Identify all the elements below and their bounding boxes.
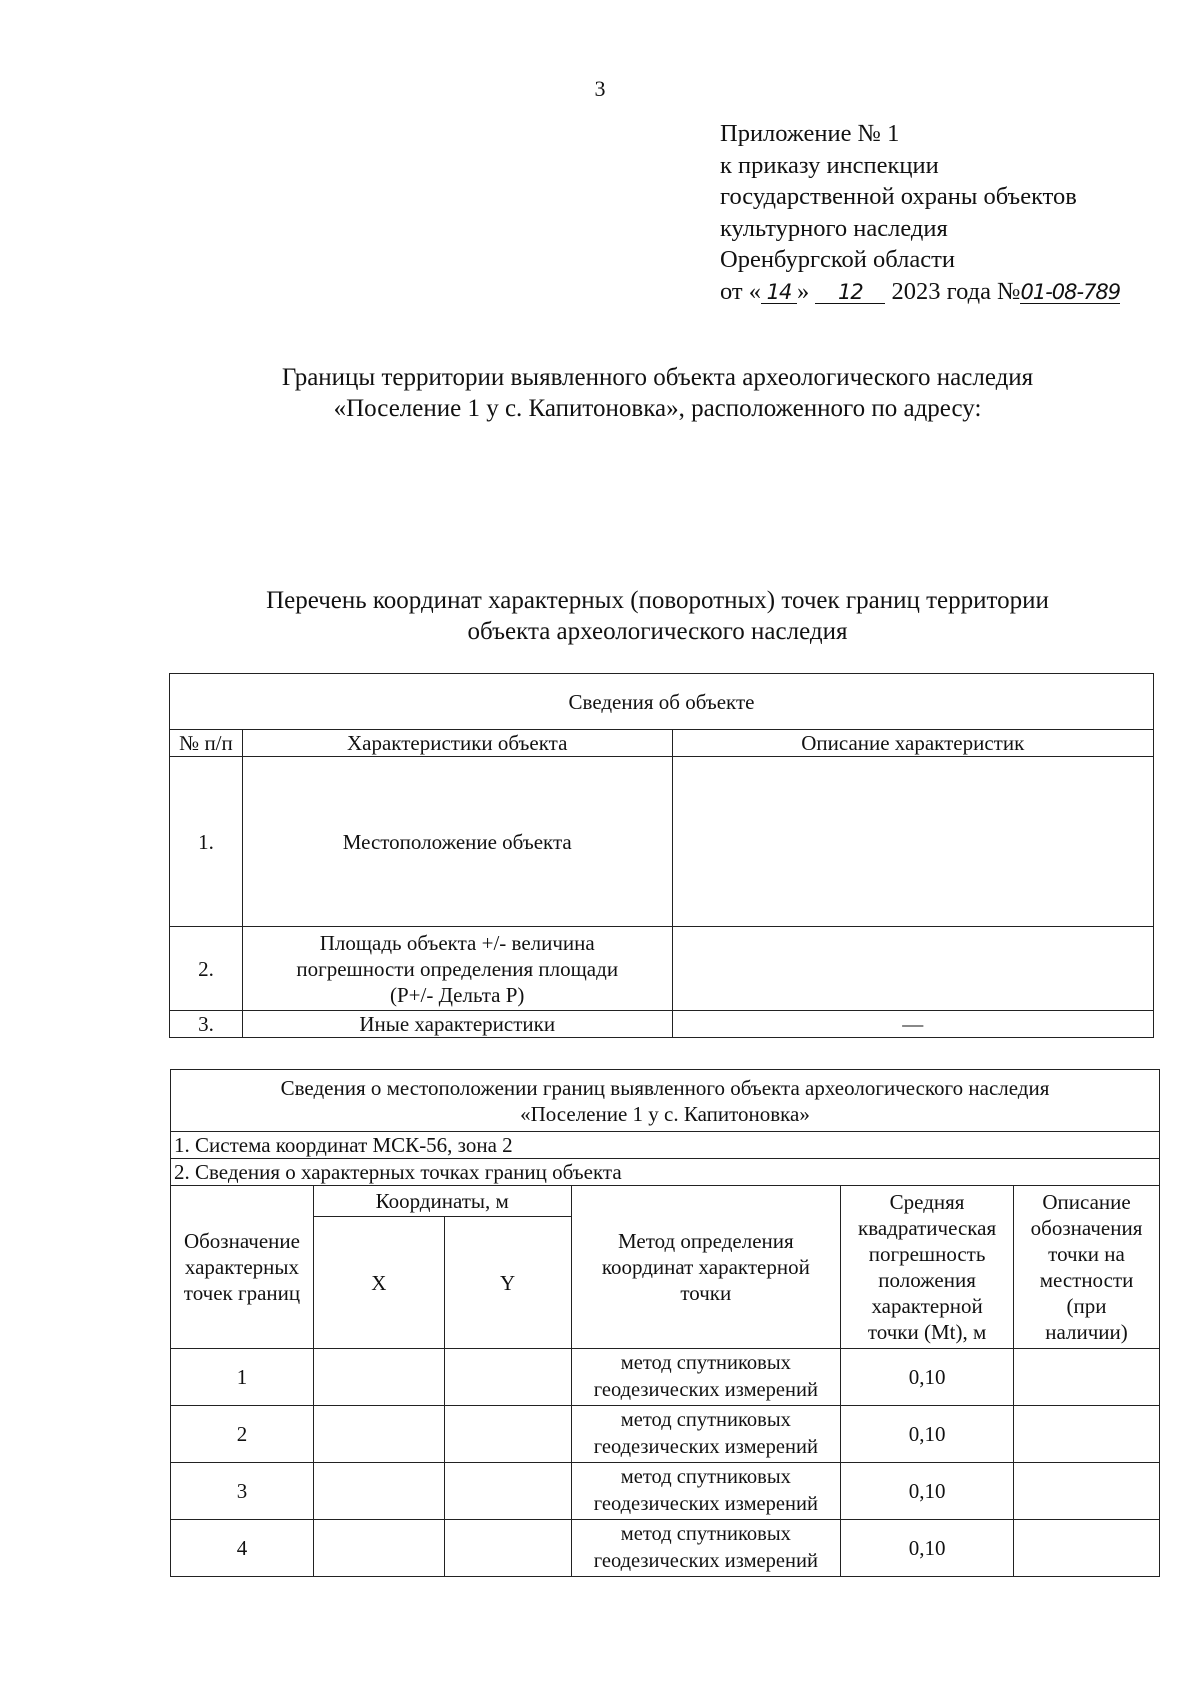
table-row [171, 1463, 1160, 1520]
row-characteristic-line-3: (Р+/- Дельта Р) [389, 982, 525, 1007]
point-x [313, 1463, 444, 1520]
header-mean-square-error [841, 1186, 1014, 1349]
point-y [444, 1406, 571, 1463]
object-table-caption: Сведения об объекте [170, 674, 1154, 730]
date-year: 2023 года № [891, 277, 1021, 305]
header-method-line-3: точки [680, 1281, 732, 1305]
header-designation-line-1: Обозначение [183, 1229, 300, 1253]
header-desc-line-3: точки на [1048, 1242, 1125, 1266]
point-method-line-2: геодезических измерений [593, 1436, 818, 1458]
point-method-line-1: метод спутниковых [620, 1466, 791, 1488]
header-desc-line-2: обозначения [1030, 1216, 1143, 1240]
object-header-name: Характеристики объекта [242, 730, 672, 757]
header-mt-line-3: погрешность [868, 1242, 986, 1266]
header-method [571, 1186, 841, 1349]
header-mt-line-2: квадратическая [858, 1216, 997, 1240]
location-caption-line-2: «Поселение 1 у с. Капитоновка» [520, 1101, 810, 1126]
row-characteristic-line-1: Площадь объекта +/- величина [319, 930, 595, 955]
table-row [171, 1349, 1160, 1406]
date-prefix: от « [720, 277, 762, 305]
row-number: 3. [170, 1011, 243, 1038]
point-y [444, 1349, 571, 1406]
table-row [170, 757, 1154, 927]
header-method-line-1: Метод определения [617, 1229, 794, 1253]
row-characteristic: Иные характеристики [242, 1011, 672, 1038]
header-y: Y [444, 1217, 571, 1349]
point-description [1014, 1349, 1160, 1406]
point-number: 3 [171, 1463, 314, 1520]
point-number: 1 [171, 1349, 314, 1406]
point-number: 4 [171, 1520, 314, 1577]
point-mt: 0,10 [841, 1406, 1014, 1463]
boundary-points-section-row: 2. Сведения о характерных точках границ объекта [171, 1159, 1160, 1186]
header-method-line-2: координат характерной [601, 1255, 810, 1279]
header-mt-line-6: точки (Mt), м [867, 1320, 987, 1344]
header-desc-line-6: наличии) [1045, 1320, 1128, 1344]
date-day: 14 [761, 281, 797, 304]
appendix-line-1: Приложение № 1 [720, 120, 900, 147]
table-row [170, 927, 1154, 1011]
object-header-num: № п/п [170, 730, 243, 757]
point-method-line-1: метод спутниковых [620, 1352, 791, 1374]
header-designation-line-3: точек границ [183, 1281, 301, 1305]
point-method-line-1: метод спутниковых [620, 1409, 791, 1431]
header-mt-line-5: характерной [871, 1294, 983, 1318]
date-month: 12 [815, 281, 885, 304]
point-method [571, 1520, 841, 1577]
document-title [140, 362, 1175, 424]
appendix-date-line [720, 276, 1180, 308]
header-coordinates: Координаты, м [313, 1186, 571, 1217]
point-method [571, 1406, 841, 1463]
boundary-location-table [170, 1069, 1160, 1577]
object-header-desc: Описание характеристик [672, 730, 1154, 757]
document-title-line-2: «Поселение 1 у с. Капитоновка», расположенного по адресу: [333, 395, 982, 422]
header-mt-line-4: положения [878, 1268, 976, 1292]
appendix-line-5: Оренбургской области [720, 246, 955, 273]
header-mt-line-1: Средняя [889, 1190, 965, 1214]
date-mid: » [797, 277, 810, 305]
point-description [1014, 1463, 1160, 1520]
appendix-line-3: государственной охраны объектов [720, 183, 1077, 210]
appendix-line-2: к приказу инспекции [720, 151, 939, 179]
header-desc-line-5: (при [1066, 1294, 1107, 1318]
header-designation [171, 1186, 314, 1349]
point-number: 2 [171, 1406, 314, 1463]
list-title-line-1: Перечень координат характерных (поворотных) точек границ территории [266, 587, 1049, 614]
row-number: 1. [170, 757, 243, 927]
row-characteristic-line-2: погрешности определения площади [296, 956, 619, 981]
location-caption-line-1: Сведения о местоположении границ выявленного объекта археологического наследия [280, 1075, 1050, 1100]
appendix-header [720, 118, 1180, 307]
header-x: X [313, 1217, 444, 1349]
header-point-description [1014, 1186, 1160, 1349]
table-row [171, 1520, 1160, 1577]
point-x [313, 1406, 444, 1463]
row-characteristic [242, 927, 672, 1011]
point-y [444, 1463, 571, 1520]
point-mt: 0,10 [841, 1520, 1014, 1577]
location-table-caption [171, 1070, 1160, 1132]
point-method [571, 1463, 841, 1520]
row-number: 2. [170, 927, 243, 1011]
table-row [171, 1406, 1160, 1463]
point-method-line-2: геодезических измерений [593, 1550, 818, 1572]
point-method [571, 1349, 841, 1406]
point-mt: 0,10 [841, 1349, 1014, 1406]
row-description: — [672, 1011, 1154, 1038]
coordinate-system-row: 1. Система координат МСК-56, зона 2 [171, 1132, 1160, 1159]
row-characteristic: Местоположение объекта [242, 757, 672, 927]
point-description [1014, 1520, 1160, 1577]
point-description [1014, 1406, 1160, 1463]
header-desc-line-4: местности [1039, 1268, 1134, 1292]
list-title [140, 585, 1175, 647]
point-mt: 0,10 [841, 1463, 1014, 1520]
document-title-line-1: Границы территории выявленного объекта археологического наследия [281, 364, 1034, 391]
appendix-line-4: культурного наследия [720, 214, 948, 242]
header-designation-line-2: характерных [184, 1255, 300, 1279]
point-x [313, 1349, 444, 1406]
page-number: 3 [594, 76, 606, 101]
document-number: 01-08-789 [1020, 279, 1121, 304]
table-row [170, 1011, 1154, 1038]
header-desc-line-1: Описание [1042, 1190, 1131, 1214]
object-info-table [169, 673, 1154, 1038]
point-x [313, 1520, 444, 1577]
point-y [444, 1520, 571, 1577]
row-description [672, 757, 1154, 927]
list-title-line-2: объекта археологического наследия [467, 618, 848, 645]
point-method-line-1: метод спутниковых [620, 1523, 791, 1545]
point-method-line-2: геодезических измерений [593, 1493, 818, 1515]
row-description [672, 927, 1154, 1011]
point-method-line-2: геодезических измерений [593, 1379, 818, 1401]
